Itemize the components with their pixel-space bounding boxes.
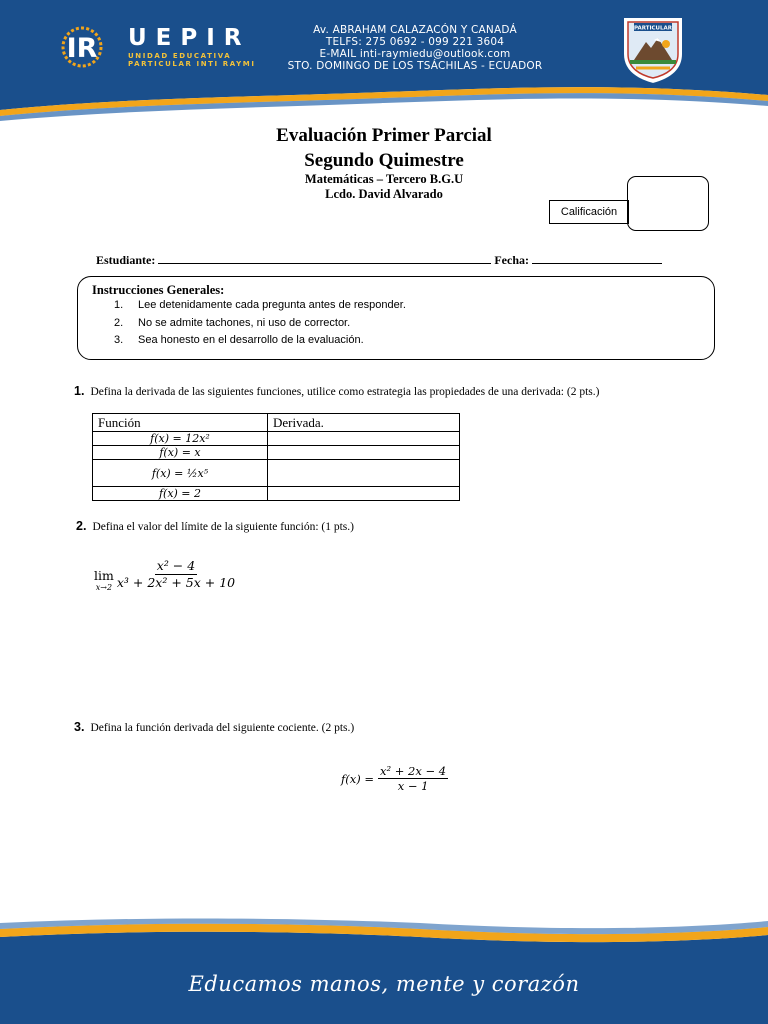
email-text: E-MAIL inti-raymiedu@outlook.com [319, 48, 511, 60]
instructions-title: Instrucciones Generales: [92, 283, 225, 297]
table-cell-answer[interactable] [268, 446, 460, 460]
svg-text:PARTICULAR: PARTICULAR [633, 25, 673, 32]
footer-band [0, 915, 768, 1024]
derivative-table [92, 413, 460, 501]
school-name: UEPIR [128, 25, 251, 51]
svg-text:IR: IR [66, 33, 98, 64]
quotient-expression: f(x) = $\frac{\text{x² + 2x − 4}}{x - 1}$ [341, 764, 447, 793]
table-cell-answer[interactable] [268, 460, 460, 487]
student-info-line [96, 253, 662, 268]
student-label: Estudiante: [96, 253, 156, 267]
exam-subtitle: Segundo Quimestre [304, 150, 464, 171]
quotient-denominator: x − 1 [397, 779, 429, 793]
table-cell-function: f(x) = 2 [93, 487, 268, 501]
date-field[interactable] [532, 253, 662, 264]
table-header-function: Función [93, 414, 268, 432]
limit-expression: lim x→2 $\frac{\text{x² − 4}}{\text{x³ + 2x² + 5x + 10}}$ [94, 558, 236, 592]
table-cell-function: f(x) = ½x⁵ [93, 460, 268, 487]
question-1: 1. Defina la derivada de las siguientes funciones, utilice como estrategia las propiedades de una derivada: (2 pts.) [74, 384, 600, 398]
question-2: 2. Defina el valor del límite de la siguiente función: (1 pts.) [76, 519, 354, 533]
phones-text: TELFS: 275 0692 - 099 221 3604 [325, 36, 505, 48]
limit-numerator: x² − 4 [156, 558, 196, 573]
instruction-item: 1. Lee detenidamente cada pregunta antes de responder. [114, 299, 406, 311]
date-label: Fecha: [494, 253, 529, 267]
student-name-field[interactable] [158, 253, 491, 264]
table-cell-function: f(x) = x [93, 446, 268, 460]
table-cell-answer[interactable] [268, 487, 460, 501]
grade-label: Calificación [549, 200, 629, 224]
teacher-line: Lcdo. David Alvarado [325, 187, 443, 201]
table-cell-function: f(x) = 12x² [93, 432, 268, 446]
school-subtitle: UNIDAD EDUCATIVA PARTICULAR INTI RAYMI [128, 52, 256, 68]
school-logo-icon [58, 26, 118, 68]
table-header-derivative: Derivada. [268, 414, 460, 432]
limit-denominator: x³ + 2x² + 5x + 10 [116, 575, 236, 590]
subject-line: Matemáticas – Tercero B.G.U [304, 172, 464, 186]
school-contact-info [250, 24, 580, 72]
table-cell-answer[interactable] [268, 432, 460, 446]
quotient-numerator: x² + 2x − 4 [380, 764, 447, 778]
address-text: Av. ABRAHAM CALAZACÓN Y CANADÁ [313, 24, 517, 36]
question-3: 3. Defina la función derivada del siguiente cociente. (2 pts.) [74, 720, 355, 734]
instruction-item: 3. Sea honesto en el desarrollo de la evaluación. [114, 334, 364, 346]
school-shield-icon [620, 14, 686, 86]
city-text: STO. DOMINGO DE LOS TSÁCHILAS - ECUADOR [287, 60, 543, 72]
exam-title: Evaluación Primer Parcial [276, 125, 492, 146]
grade-box[interactable] [627, 176, 709, 231]
footer-motto: Educamos manos, mente y corazón [188, 972, 580, 996]
instruction-item: 2. No se admite tachones, ni uso de corrector. [114, 317, 351, 329]
